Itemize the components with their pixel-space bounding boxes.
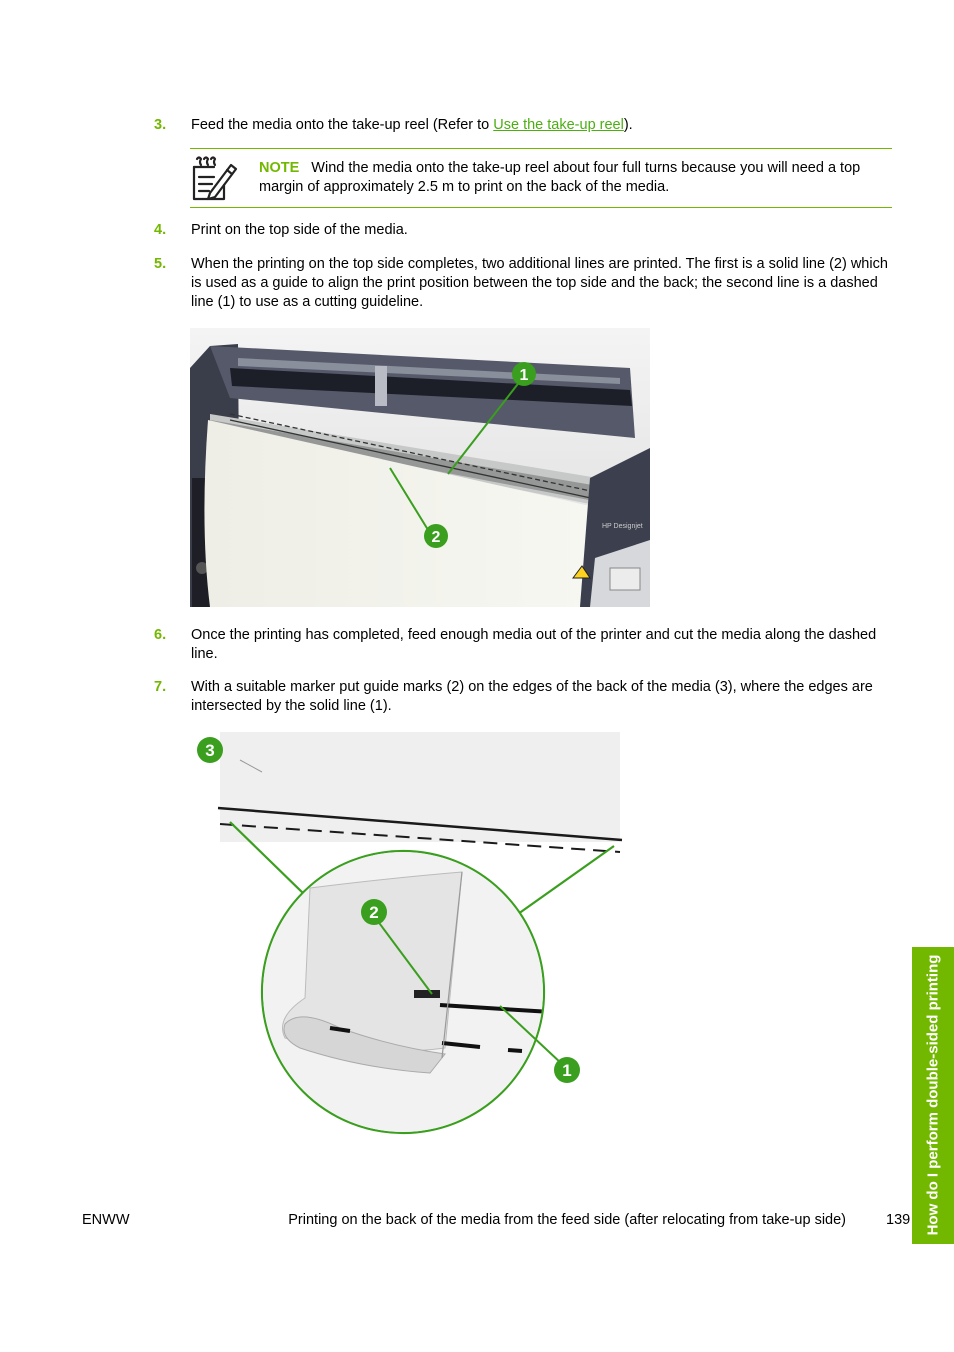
note-label: NOTE [259, 160, 300, 176]
note-box [190, 148, 892, 208]
callout-3-label: 3 [205, 741, 215, 760]
note-body: Wind the media onto the take-up reel about four full turns because you will need a top margin of approximately 2.5 m to print on the back of the media. [259, 160, 861, 195]
media-edge-illustration [190, 728, 630, 1143]
step-text: When the printing on the top side completes, two additional lines are printed. The first is a solid line (2) which is used as a guide to align the print position between the top side and the back; the second line is a dashed line (1) to use as a cutting guideline. [191, 256, 888, 310]
printer-figure [190, 328, 650, 607]
step-number: 7. [154, 679, 167, 695]
callout-1-label: 1 [562, 1061, 572, 1080]
step-text: Once the printing has completed, feed enough media out of the printer and cut the media along the dashed line. [191, 627, 877, 662]
chapter-tab-text: How do I perform double-sided printing [924, 954, 942, 1236]
step-number: 5. [154, 256, 167, 272]
step-number: 4. [154, 222, 167, 238]
step-number: 6. [154, 627, 167, 643]
step-text: With a suitable marker put guide marks (2) on the edges of the back of the media (3), where the edges are intersected by the solid line (1). [191, 679, 873, 714]
callout-2-label: 2 [431, 529, 441, 546]
step-text: Print on the top side of the media. [191, 222, 408, 238]
step-text [191, 116, 894, 135]
take-up-reel-link[interactable]: Use the take-up reel [493, 117, 624, 133]
step-number: 3. [154, 117, 167, 133]
callout-2-label: 2 [369, 903, 379, 922]
media-edge-figure [190, 728, 630, 1143]
page-number: 139 [886, 1212, 911, 1228]
note-text [259, 159, 892, 197]
printer-illustration [190, 328, 650, 607]
step-text-after: ). [623, 117, 633, 133]
footer-left: ENWW [82, 1212, 130, 1228]
note-pencil-icon [190, 155, 238, 201]
printer-label: HP Designjet [602, 523, 643, 530]
footer-title: Printing on the back of the media from the feed side (after relocating from take-up side) [288, 1212, 846, 1228]
step-text-before: Feed the media onto the take-up reel (Refer to [191, 117, 494, 133]
chapter-side-tab [912, 947, 954, 1244]
callout-1-label: 1 [519, 367, 529, 384]
